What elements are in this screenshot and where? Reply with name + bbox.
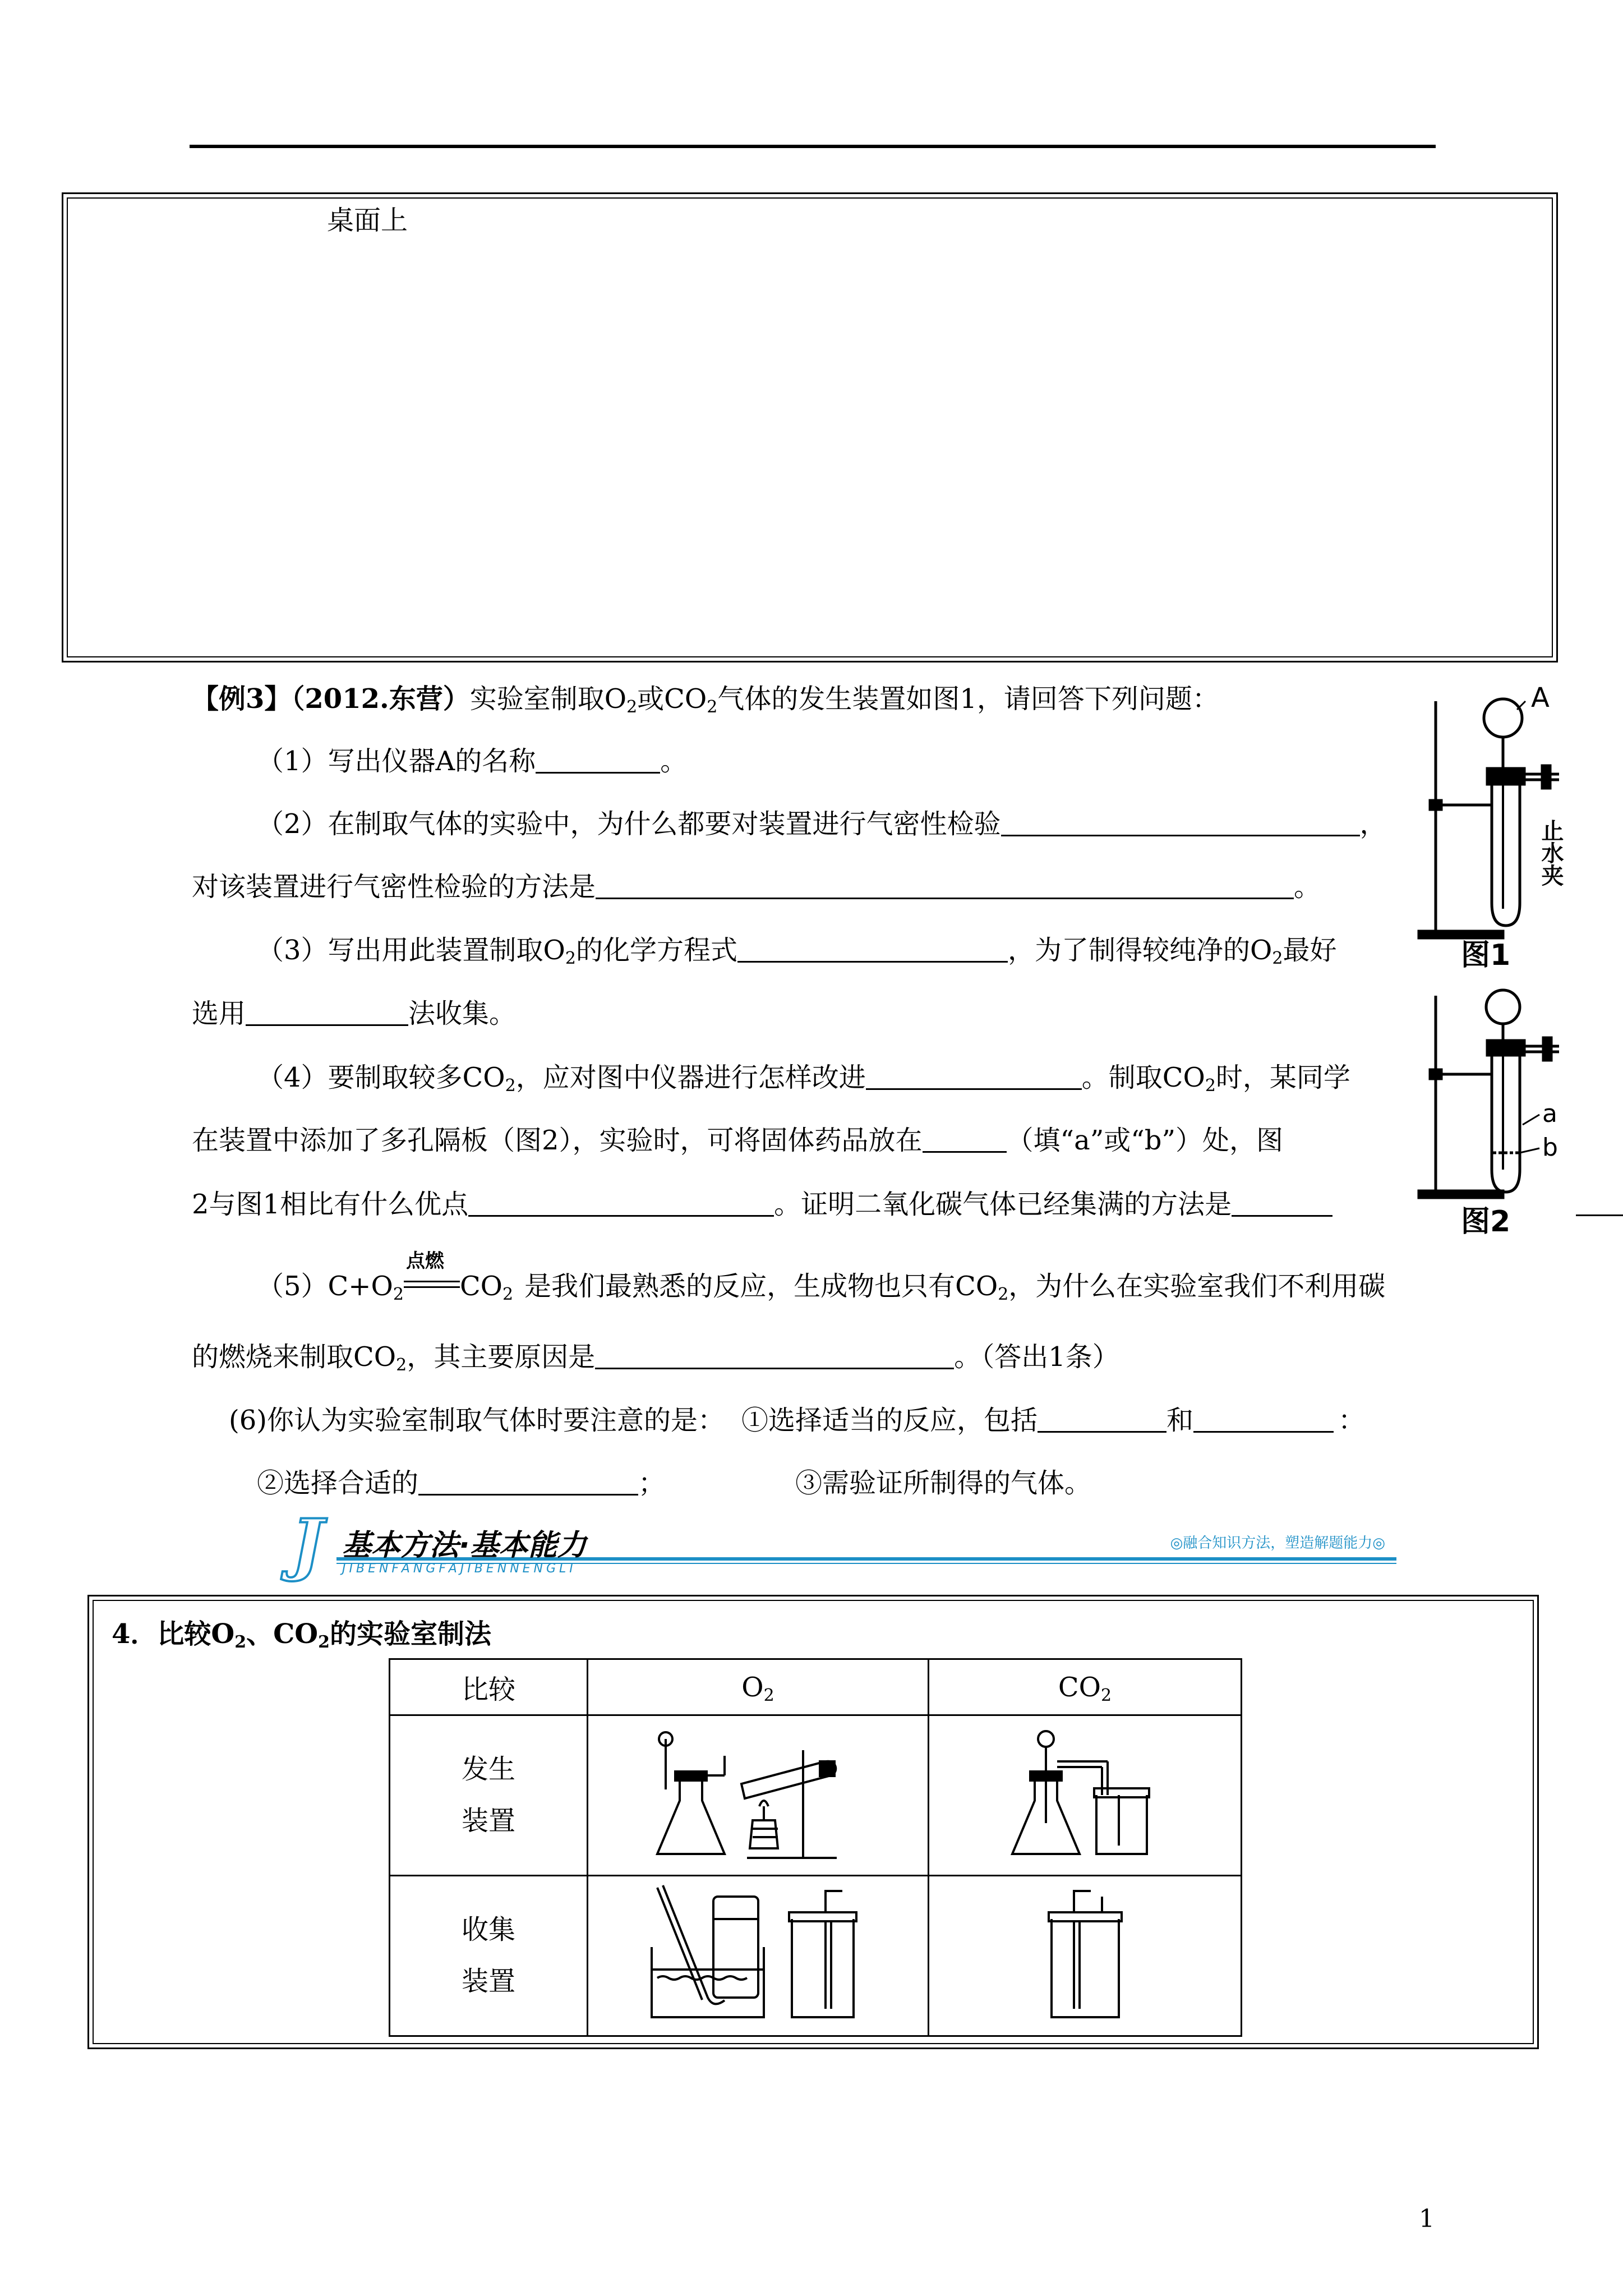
figure-1-apparatus — [1413, 684, 1581, 976]
question-4-cont: 在装置中添加了多孔隔板（图2），实验时，可将固体药品放在 （填“a”或“b”）处，图 — [192, 1125, 1284, 1156]
reaction-condition: 点燃 — [404, 1271, 460, 1297]
page-number: 1 — [1419, 2205, 1435, 2233]
o2-generator-diagram — [640, 1722, 876, 1862]
row-label-collection: 收集 装置 — [390, 1876, 588, 2036]
answer-blank[interactable] — [536, 749, 660, 774]
answer-blank[interactable] — [737, 938, 1008, 963]
banner-title: 基本方法·基本能力 — [342, 1529, 587, 1562]
co2-generator-diagram — [984, 1722, 1186, 1862]
comparison-title: 4．比较$O_2$、$CO_2$的实验室制法 — [112, 1618, 492, 1652]
answer-blank[interactable] — [1001, 812, 1360, 836]
comparison-box — [87, 1595, 1539, 2049]
o2-collection-apparatus — [588, 1876, 929, 2036]
question-4: （4）要制取较多$CO_2$，应对图中仪器进行怎样改进 。制取$CO_2$时，某同学 — [257, 1062, 1350, 1096]
label-clamp: 止水夹 — [1538, 819, 1564, 886]
answer-blank[interactable] — [595, 1345, 954, 1369]
table-header-row — [390, 1659, 1242, 1715]
row-label-generation: 发生 装置 — [390, 1715, 588, 1876]
figure-2-apparatus — [1413, 984, 1581, 1243]
banner-slogan: ◎融合知识方法，塑造解题能力◎ — [1170, 1535, 1385, 1552]
example-source: （2012.东营） — [291, 683, 470, 715]
question-3-cont: 选用 法收集。 — [192, 998, 517, 1029]
o2-generation-apparatus — [588, 1715, 929, 1876]
example-intro: 【例3】（2012.东营）实验室制取$O_2$或$CO_2$气体的发生装置如图1，请回答下列问题： — [192, 683, 1219, 717]
table-row-collection — [390, 1876, 1242, 2036]
answer-blank[interactable] — [1038, 1409, 1166, 1433]
question-3: （3）写出用此装置制取$O_2$的化学方程式 ，为了制得较纯净的$O_2$最好 — [257, 935, 1337, 968]
figure-2-caption: 图2 — [1461, 1205, 1511, 1239]
header-compare: 比较 — [390, 1659, 588, 1715]
answer-blank[interactable] — [923, 1129, 1007, 1153]
question-6-cont: ②选择合适的 ； ③需验证所制得的气体。 — [257, 1467, 1092, 1499]
question-1: （1）写出仪器A的名称 。 — [257, 746, 688, 777]
table-row-generation — [390, 1715, 1242, 1876]
header-co2: $CO_2$ — [929, 1659, 1242, 1715]
box-text: 桌面上 — [327, 205, 408, 236]
header-o2: $O_2$ — [588, 1659, 929, 1715]
answer-blank[interactable] — [1193, 1409, 1334, 1433]
question-4-cont2: 2与图1相比有什么优点 。证明二氧化碳气体已经集满的方法是 — [192, 1191, 1332, 1218]
content-box-top — [62, 192, 1558, 662]
co2-collection-apparatus — [929, 1876, 1242, 2036]
answer-blank[interactable] — [866, 1066, 1082, 1090]
answer-blank[interactable] — [468, 1193, 774, 1217]
question-5: $(5)C+O_2$ 点燃 $CO_2$ 是我们最熟悉的反应，生成物也只有$CO_2$，为什么在实验室我们不利用碳 — [257, 1250, 1386, 1304]
section-banner — [292, 1504, 1396, 1584]
co2-collector-diagram — [984, 1880, 1186, 2026]
label-A: A — [1531, 684, 1550, 714]
header-rule — [190, 145, 1436, 148]
answer-blank[interactable] — [596, 875, 1294, 899]
label-a: a — [1542, 1099, 1557, 1128]
question-2-cont: 对该装置进行气密性检验的方法是 。 — [192, 871, 1321, 903]
answer-blank[interactable] — [1232, 1193, 1332, 1217]
figure-1-caption: 图1 — [1461, 938, 1511, 972]
label-b: b — [1542, 1133, 1558, 1162]
o2-collector-diagram — [640, 1880, 876, 2026]
question-5-cont: 的燃烧来制取$CO_2$，其主要原因是 。（答出1条） — [192, 1341, 1119, 1375]
banner-subtitle: JIBENFANGFAJIBENNENGLI — [342, 1562, 577, 1576]
question-2: （2）在制取气体的实验中，为什么都要对装置进行气密性检验 ， — [257, 808, 1387, 840]
answer-blank[interactable] — [418, 1471, 638, 1496]
banner-logo-letter: J — [292, 1504, 324, 1584]
comparison-table — [389, 1658, 1242, 2037]
co2-generation-apparatus — [929, 1715, 1242, 1876]
question-6: (6)你认为实验室制取气体时要注意的是： ①选择适当的反应，包括 和 ： — [229, 1405, 1366, 1436]
answer-blank[interactable] — [246, 1002, 408, 1026]
example-tag: 【例3】 — [192, 683, 292, 715]
answer-blank-overflow — [1576, 1214, 1623, 1216]
